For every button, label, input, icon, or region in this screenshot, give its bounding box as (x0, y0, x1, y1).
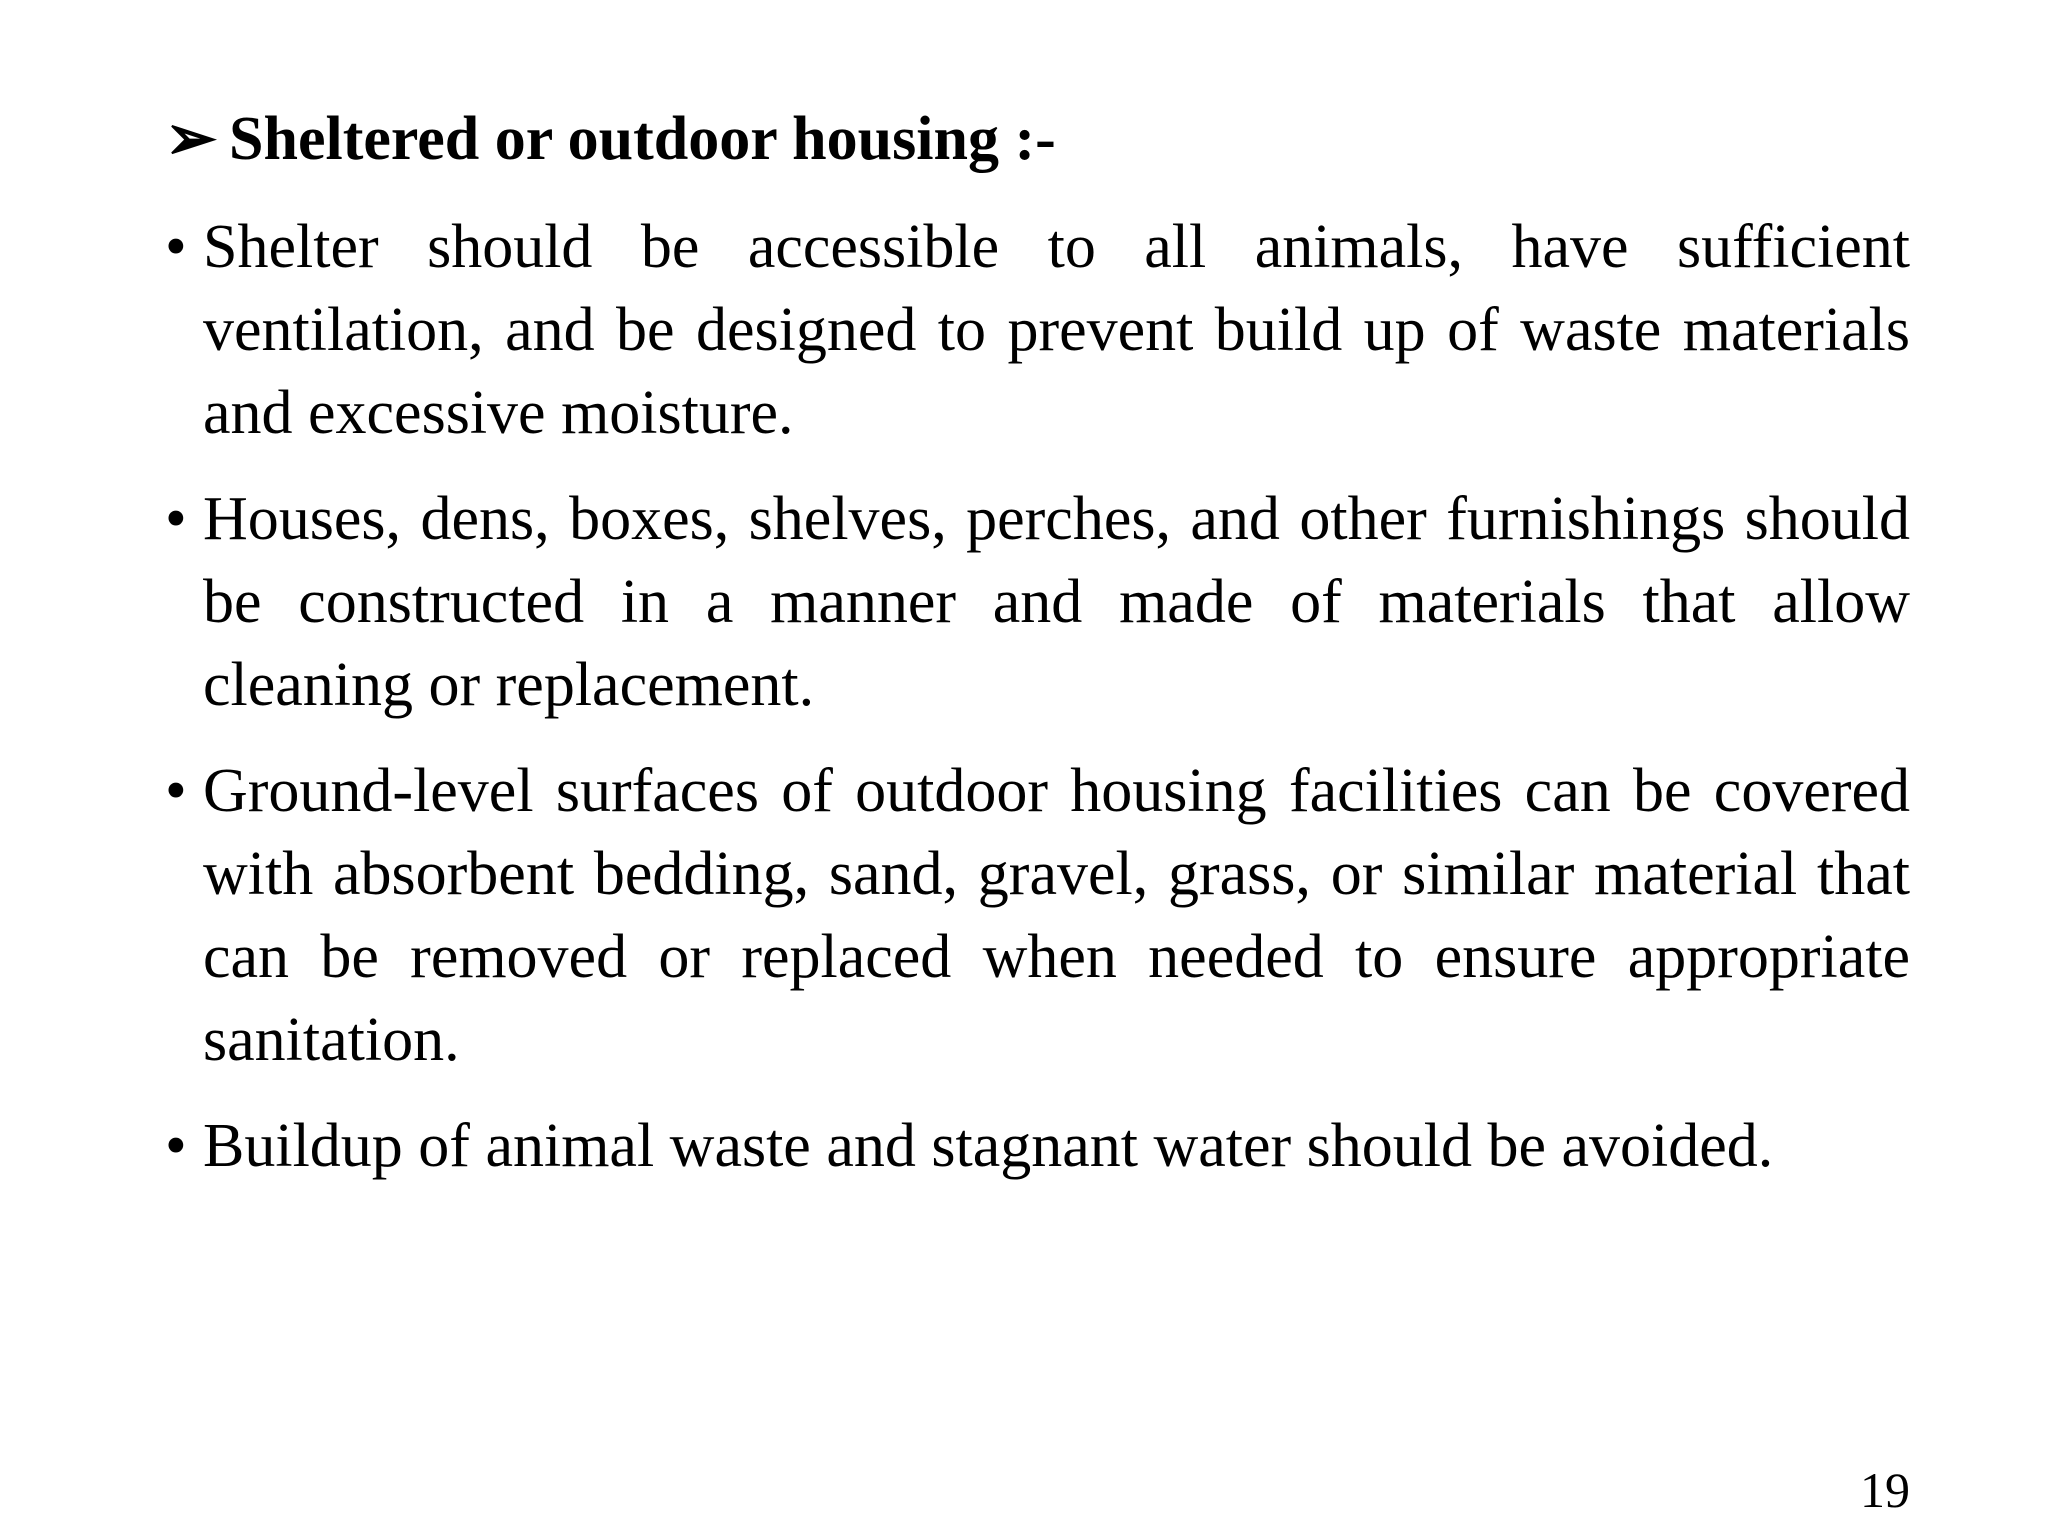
bullet-text: Ground-level surfaces of outdoor housing facilities can be covered with absorbent bedding, sand, gravel, grass, or similar material that can be removed or replaced when needed to ensure appropriate sanitation. (203, 757, 1910, 1074)
bullet-item (165, 1105, 1910, 1188)
arrow-bullet-icon: ➢ (165, 105, 217, 173)
bullet-dot-icon: • (165, 757, 187, 825)
bullet-item (165, 750, 1910, 1082)
bullet-text: Shelter should be accessible to all animals, have sufficient ventilation, and be designed to prevent build up of waste materials and excessive moisture. (203, 213, 1910, 447)
bullet-text: Buildup of animal waste and stagnant water should be avoided. (203, 1112, 1774, 1180)
bullet-dot-icon: • (165, 213, 187, 281)
bullet-item (165, 478, 1910, 727)
slide-heading (165, 98, 1056, 180)
bullet-item (165, 206, 1910, 455)
bullet-list (165, 206, 1910, 1211)
bullet-dot-icon: • (165, 485, 187, 553)
bullet-text: Houses, dens, boxes, shelves, perches, and other furnishings should be constructed in a manner and made of materials that allow cleaning or replacement. (203, 485, 1910, 719)
bullet-dot-icon: • (165, 1112, 187, 1180)
page-number: 19 (1860, 1462, 1910, 1518)
heading-text: Sheltered or outdoor housing :- (229, 105, 1056, 173)
